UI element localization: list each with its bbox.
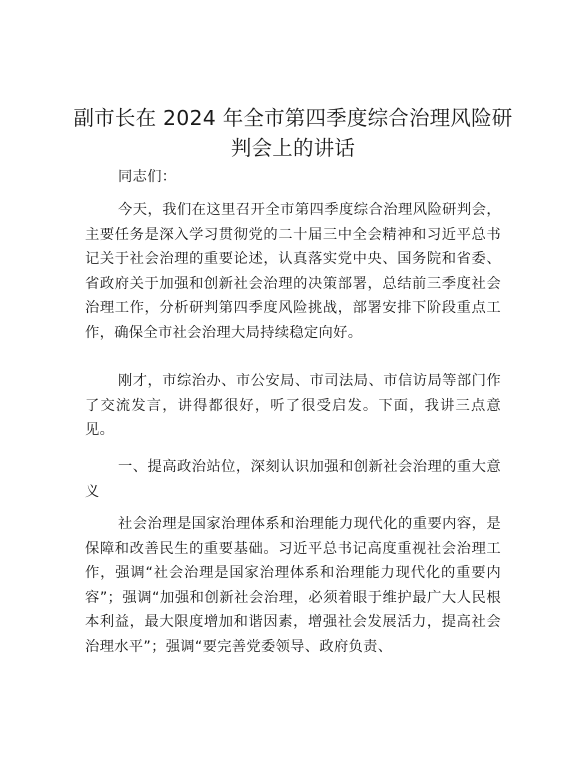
paragraph-remarks: 刚才，市综治办、市公安局、市司法局、市信访局等部门作了交流发言，讲得都很好，听了很受启发。下面，我讲三点意见。 bbox=[85, 373, 501, 438]
section-paragraph: 社会治理是国家治理体系和治理能力现代化的重要内容，是保障和改善民生的重要基础。习近平总书记高度重视社会治理工作，强调“社会治理是国家治理体系和治理能力现代化的重要内容”；强调“加强和创新社会治理，必须着眼于维护最广大人民根本利益，最大限度增加和谐因素，增强社会发展活力，提高社会治理水平”；强调“要完善党委领导、政府负责、 bbox=[85, 516, 501, 655]
paragraph-opening: 今天，我们在这里召开全市第四季度综合治理风险研判会，主要任务是深入学习贯彻党的二十届三中全会精神和习近平总书记关于社会治理的重要论述，认真落实党中央、国务院和省委、省政府关于加强和创新社会治理的决策部署，总结前三季度社会治理工作，分析研判第四季度风险挑战，部署安排下阶段重点工作，确保全市社会治理大局持续稳定向好。 bbox=[85, 202, 501, 341]
greeting: 同志们： bbox=[118, 169, 177, 185]
section-heading: 一、提高政治站位，深刻认识加强和创新社会治理的重大意义 bbox=[85, 459, 501, 500]
document-title: 副市长在 2024 年全市第四季度综合治理风险研判会上的讲话 bbox=[73, 106, 513, 160]
